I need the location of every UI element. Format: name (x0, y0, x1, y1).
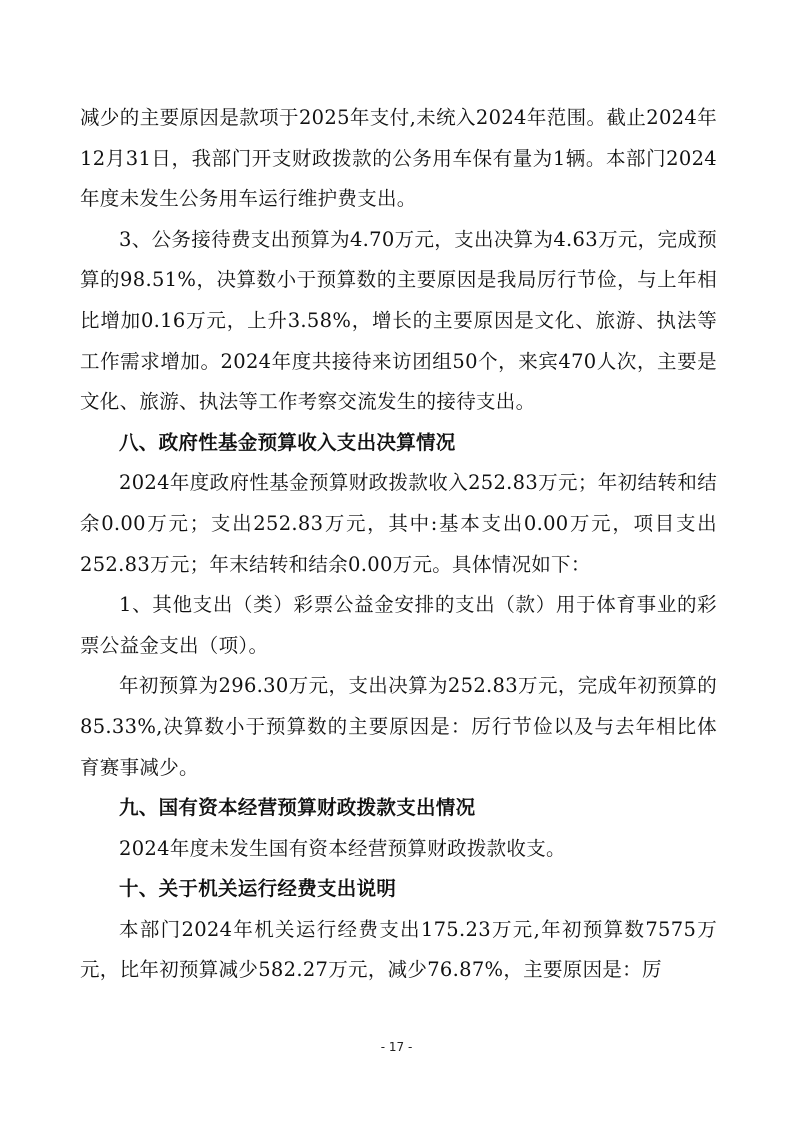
section-heading-8: 八、政府性基金预算收入支出决算情况 (119, 430, 456, 454)
paragraph-reception-expense: 3、公务接待费支出预算为4.70万元，支出决算为4.63万元，完成预算的98.51%，决算数小于预算数的主要原因是我局厉行节俭，与上年相比增加0.16万元，上升3.58%，增长的主要原因是文化、旅游、执法等工作需求增加。2024年度共接待来访团组50个，来宾470人次，主要是文化、旅游、执法等工作考察交流发生的接待支出。 (80, 227, 717, 414)
page-number: - 17 - (380, 1040, 413, 1054)
paragraph-fund-budget-summary: 2024年度政府性基金预算财政拨款收入252.83万元；年初结转和结余0.00万元；支出252.83万元，其中:基本支出0.00万元，项目支出252.83万元；年末结转和结余0.00万元。具体情况如下： (80, 471, 717, 576)
section-heading-9: 九、国有资本经营预算财政拨款支出情况 (119, 796, 476, 820)
section-heading-10: 十、关于机关运行经费支出说明 (119, 877, 397, 901)
paragraph-lottery-fund-detail: 年初预算为296.30万元，支出决算为252.83万元，完成年初预算的85.33%,决算数小于预算数的主要原因是：厉行节俭以及与去年相比体育赛事减少。 (80, 674, 717, 779)
paragraph-state-capital: 2024年度未发生国有资本经营预算财政拨款收支。 (119, 836, 566, 860)
paragraph-operating-expense: 本部门2024年机关运行经费支出175.23万元,年初预算数7575万元，比年初预算减少582.27万元，减少76.87%，主要原因是：厉 (80, 917, 717, 982)
paragraph-lottery-fund-item: 1、其他支出（类）彩票公益金安排的支出（款）用于体育事业的彩票公益金支出（项）。 (80, 593, 717, 657)
document-body (80, 98, 717, 991)
paragraph-vehicle-summary: 减少的主要原因是款项于2025年支付,未统入2024年范围。截止2024年12月31日，我部门开支财政拨款的公务用车保有量为1辆。本部门2024年度未发生公务用车运行维护费支出。 (80, 106, 717, 211)
